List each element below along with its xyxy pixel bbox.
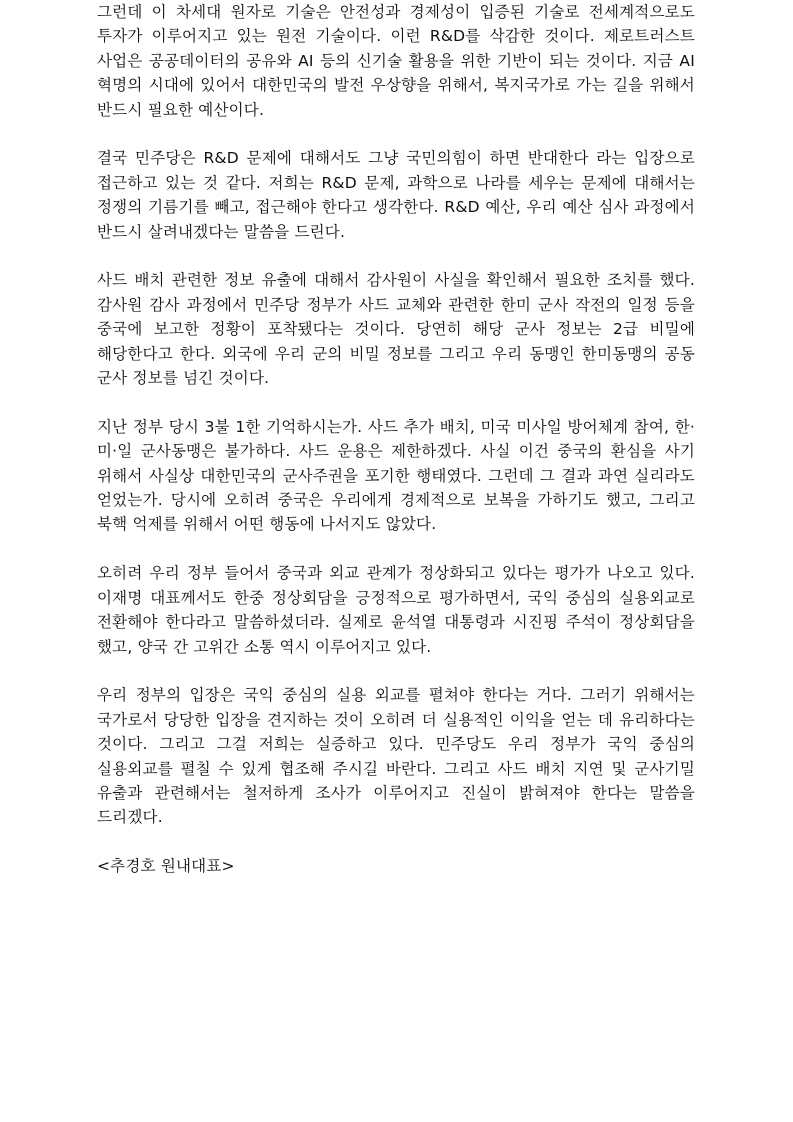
paragraph-2: 결국 민주당은 R&D 문제에 대해서도 그냥 국민의힘이 하면 반대한다 라는 입장으로 접근하고 있는 것 같다. 저희는 R&D 문제, 과학으로 나라를 세우는 문제에 대해서는 정쟁의 기름기를 빼고, 접근해야 한다고 생각한다. R&D 예산, 우리 예산 심사 과정에서 반드시 살려내겠다는 말씀을 드린다. (97, 149, 695, 241)
paragraph-4: 지난 정부 당시 3불 1한 기억하시는가. 사드 추가 배치, 미국 미사일 방어체계 참여, 한·미·일 군사동맹은 불가하다. 사드 운용은 제한하겠다. 사실 이건 중국의 환심을 사기 위해서 사실상 대한민국의 군사주권을 포기한 행태였다. 그런데 그 결과 과연 실리라도 얻었는가. 당시에 오히려 중국은 우리에게 경제적으로 보복을 가하기도 했고, 그리고 북핵 억제를 위해서 어떤 행동에 나서지도 않았다. (97, 417, 695, 534)
paragraph-1: 그런데 이 차세대 원자로 기술은 안전성과 경제성이 입증된 기술로 전세계적으로도 투자가 이루어지고 있는 원전 기술이다. 이런 R&D를 삭감한 것이다. 제로트러스트 사업은 공공데이터의 공유와 AI 등의 신기술 활용을 위한 기반이 되는 것이다. 지금 AI 혁명의 시대에 있어서 대한민국의 발전 우상향을 위해서, 복지국가로 가는 길을 위해서 반드시 필요한 예산이다. (97, 3, 695, 119)
document-page (97, 0, 695, 879)
speaker-signature: <추경호 원내대표> (97, 857, 235, 876)
paragraph-6: 우리 정부의 입장은 국익 중심의 실용 외교를 펼쳐야 한다는 거다. 그러기 위해서는 국가로서 당당한 입장을 견지하는 것이 오히려 더 실용적인 이익을 얻는 데 유리하다는 것이다. 그리고 그걸 저희는 실증하고 있다. 민주당도 우리 정부가 국익 중심의 실용외교를 펼칠 수 있게 협조해 주시길 바란다. 그리고 사드 배치 지연 및 군사기밀 유출과 관련해서는 철저하게 조사가 이루어지고 진실이 밝혀져야 한다는 말씀을 드리겠다. (97, 686, 695, 827)
paragraph-5: 오히려 우리 정부 들어서 중국과 외교 관계가 정상화되고 있다는 평가가 나오고 있다. 이재명 대표께서도 한중 정상회담을 긍정적으로 평가하면서, 국익 중심의 실용외교로 전환해야 한다라고 말씀하셨더라. 실제로 윤석열 대통령과 시진핑 주석이 정상회담을 했고, 양국 간 고위간 소통 역시 이루어지고 있다. (97, 564, 695, 656)
paragraph-3: 사드 배치 관련한 정보 유출에 대해서 감사원이 사실을 확인해서 필요한 조치를 했다. 감사원 감사 과정에서 민주당 정부가 사드 교체와 관련한 한미 군사 작전의 일정 등을 중국에 보고한 정황이 포착됐다는 것이다. 당연히 해당 군사 정보는 2급 비밀에 해당한다고 한다. 외국에 우리 군의 비밀 정보를 그리고 우리 동맹인 한미동맹의 공동 군사 정보를 넘긴 것이다. (97, 271, 695, 388)
